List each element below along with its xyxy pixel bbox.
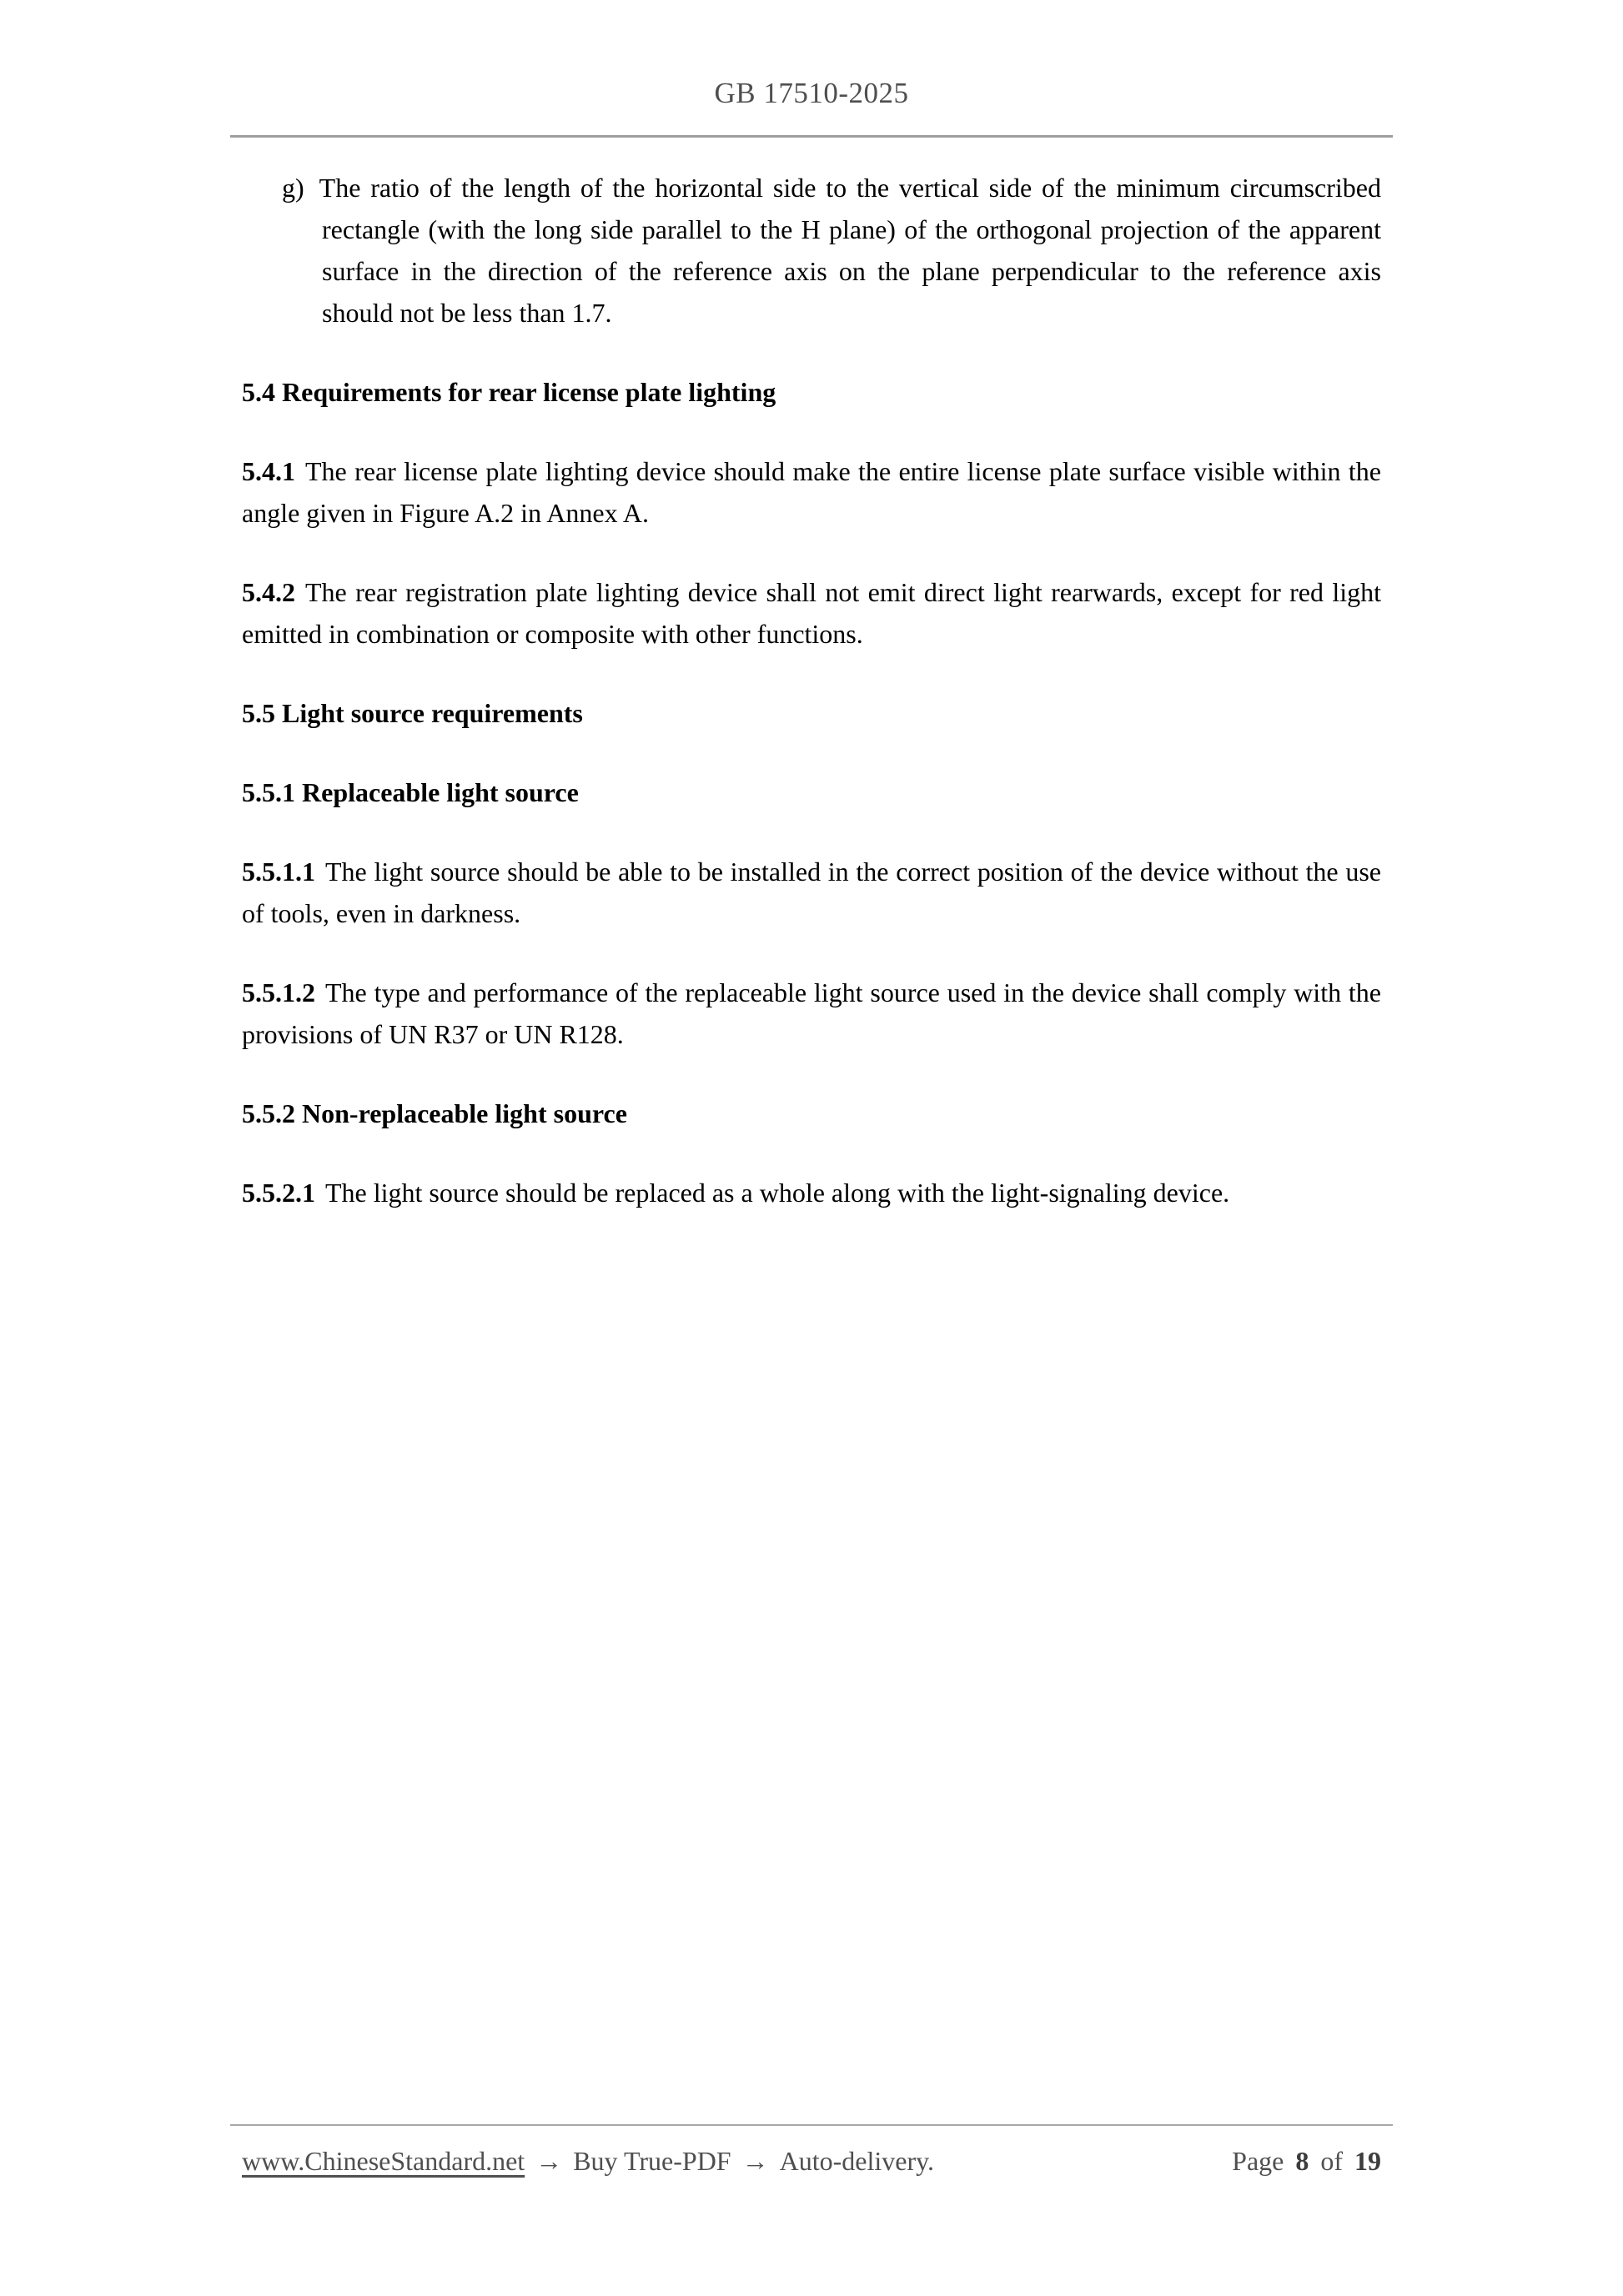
clause-number-5-5-1-2: 5.5.1.2 xyxy=(242,977,315,1007)
list-item-g-text: The ratio of the length of the horizontal side to the vertical side of the minimum circumscribed rectangle (with the long side parallel to the H plane) of the orthogonal projection of the apparent surface in the direction of the reference axis on the plane perpendicular to the reference axis should not be less than 1.7. xyxy=(319,173,1381,328)
page-of-label: of xyxy=(1320,2146,1343,2176)
page-label: Page xyxy=(1232,2146,1284,2176)
paragraph-5-5-1-2 xyxy=(242,972,1381,1055)
list-item-g xyxy=(242,167,1381,334)
footer-delivery-text: Auto-delivery. xyxy=(779,2146,935,2176)
clause-text-5-5-1-1: The light source should be able to be installed in the correct position of the device without the use of tools, even in darkness. xyxy=(242,857,1381,928)
document-number: GB 17510-2025 xyxy=(714,77,909,109)
footer-row xyxy=(242,2140,1381,2182)
header-divider xyxy=(230,135,1393,138)
footer-site-link[interactable]: www.ChineseStandard.net xyxy=(242,2146,525,2176)
clause-text-5-5-1-2: The type and performance of the replaceable light source used in the device shall comply with the provisions of UN R37 or UN R128. xyxy=(242,977,1381,1049)
page-indicator xyxy=(1232,2140,1381,2182)
clause-text-5-5-2-1: The light source should be replaced as a whole along with the light-signaling device. xyxy=(325,1178,1230,1208)
clause-text-5-4-1: The rear license plate lighting device should make the entire license plate surface visible within the angle given in Figure A.2 in Annex A. xyxy=(242,456,1381,528)
footer-left xyxy=(242,2140,934,2182)
section-heading-5-4: 5.4 Requirements for rear license plate lighting xyxy=(242,377,776,407)
clause-number-5-4-2: 5.4.2 xyxy=(242,577,295,607)
clause-number-5-4-1: 5.4.1 xyxy=(242,456,295,486)
section-heading-5-5: 5.5 Light source requirements xyxy=(242,698,583,728)
clause-text-5-4-2: The rear registration plate lighting device shall not emit direct light rearwards, except for red light emitted in combination or composite with other functions. xyxy=(242,577,1381,649)
list-item-g-label: g) xyxy=(282,173,304,203)
paragraph-5-5-2-1 xyxy=(242,1172,1381,1213)
paragraph-5-4-2 xyxy=(242,571,1381,655)
section-heading-5-5-2: 5.5.2 Non-replaceable light source xyxy=(242,1098,627,1128)
section-heading-5-5-1: 5.5.1 Replaceable light source xyxy=(242,777,579,807)
right-arrow-icon: → xyxy=(741,2146,769,2176)
paragraph-5-5-1-1 xyxy=(242,851,1381,934)
total-page-count: 19 xyxy=(1354,2146,1381,2176)
footer-divider xyxy=(230,2124,1393,2126)
clause-number-5-5-1-1: 5.5.1.1 xyxy=(242,857,315,887)
document-body xyxy=(242,167,1381,1251)
right-arrow-icon: → xyxy=(535,2146,563,2176)
paragraph-5-4-1 xyxy=(242,450,1381,534)
clause-number-5-5-2-1: 5.5.2.1 xyxy=(242,1178,315,1208)
current-page-number: 8 xyxy=(1295,2146,1309,2176)
footer-buy-text: Buy True-PDF xyxy=(573,2146,731,2176)
